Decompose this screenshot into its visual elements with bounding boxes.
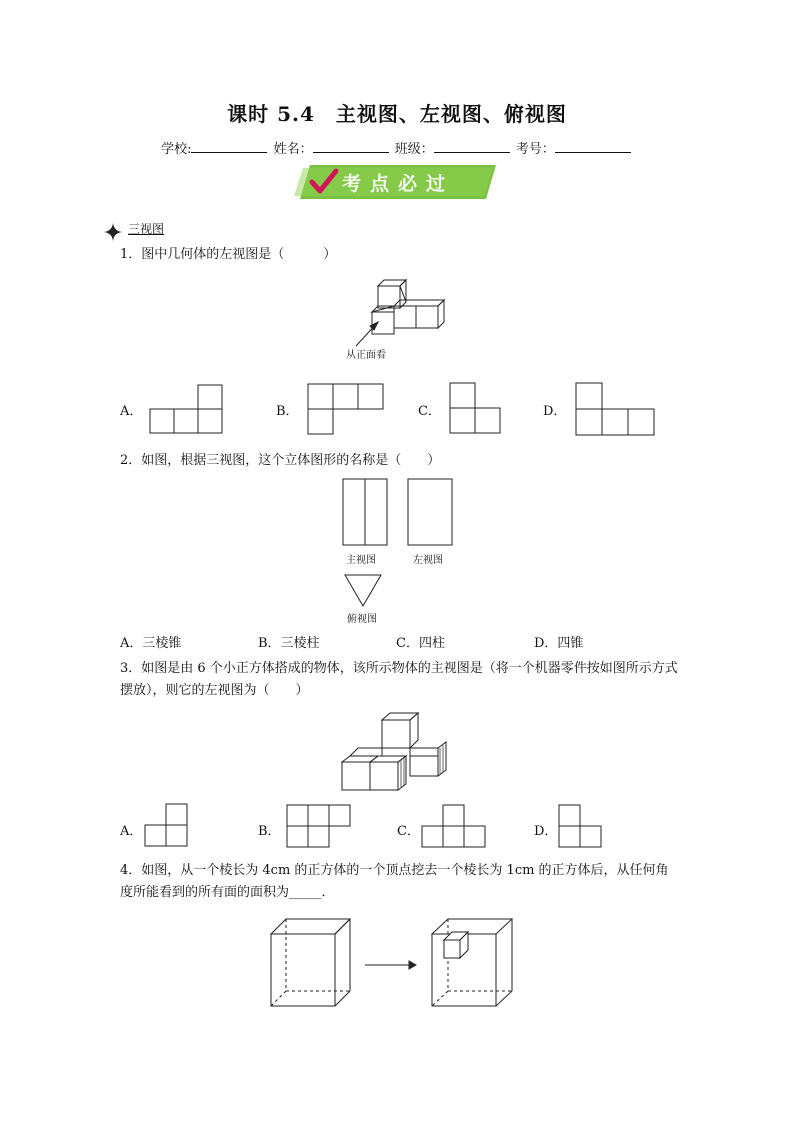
q2-top-view — [344, 574, 384, 608]
section-heading: 三视图 — [128, 222, 165, 236]
q1-option-c[interactable]: C． — [418, 404, 441, 419]
page-title: 课时 5.4 主视图、左视图、俯视图 — [227, 102, 567, 126]
q2-top-caption: 俯视图 — [347, 614, 377, 625]
q1-view-caption: 从正面看 — [346, 350, 386, 361]
q3-option-a[interactable]: A． — [120, 824, 143, 839]
key-points-banner — [300, 165, 496, 199]
q3-option-d-figure — [558, 804, 604, 850]
q2-front-caption: 主视图 — [346, 555, 376, 566]
q3-solid-figure — [340, 712, 456, 796]
q1-option-b[interactable]: B． — [276, 404, 299, 419]
name-label: 姓名： — [273, 142, 313, 157]
q1-option-d-figure — [575, 382, 657, 436]
q4-cube-figure — [270, 918, 360, 1010]
number-blank[interactable] — [555, 140, 631, 153]
question-4-text: 4．如图，从一个棱长为 4cm 的正方体的一个顶点挖去一个棱长为 1cm 的正方体后，从任何角度所能看到的所有面的面积为_____． — [120, 863, 669, 900]
student-info-line — [0, 138, 794, 157]
q3-option-d[interactable]: D． — [534, 824, 558, 839]
question-3-text: 3．如图是由 6 个小正方体搭成的物体，该所示物体的主视图是（将一个机器零件按如图所示方式摆放），则它的左视图为（ ） — [120, 661, 678, 698]
q2-option-c[interactable]: C．四柱 — [396, 636, 445, 651]
q2-option-a[interactable]: A．三棱锥 — [120, 636, 182, 651]
q3-option-c[interactable]: C． — [397, 824, 420, 839]
q1-option-c-figure — [449, 382, 503, 436]
q1-option-d[interactable]: D． — [543, 404, 567, 419]
class-blank[interactable] — [434, 140, 510, 153]
q3-option-c-figure — [421, 804, 489, 850]
q2-option-d[interactable]: D．四锥 — [534, 636, 584, 651]
school-label: 学校: — [161, 142, 192, 157]
banner-text: 考点必过 — [342, 173, 455, 195]
school-blank[interactable] — [191, 140, 267, 153]
q3-option-b-figure — [286, 804, 354, 850]
q4-cut-cube-figure — [430, 918, 526, 1012]
question-1-text: 1．图中几何体的左视图是（ ） — [120, 247, 337, 262]
sparkle-icon — [104, 223, 122, 241]
q3-option-a-figure — [144, 803, 190, 849]
q1-option-b-figure — [307, 383, 387, 437]
q1-option-a[interactable]: A． — [120, 404, 143, 419]
q2-left-caption: 左视图 — [413, 555, 443, 566]
arrow-right-icon — [364, 958, 420, 972]
number-label: 考号： — [515, 142, 555, 157]
name-blank[interactable] — [313, 140, 389, 153]
q1-option-a-figure — [150, 384, 224, 434]
question-2-text: 2．如图，根据三视图，这个立体图形的名称是（ ） — [120, 453, 441, 468]
q2-front-left-views — [342, 478, 462, 550]
q2-option-b[interactable]: B．三棱柱 — [258, 636, 320, 651]
q3-option-b[interactable]: B． — [258, 824, 281, 839]
class-label: 班级： — [394, 142, 434, 157]
